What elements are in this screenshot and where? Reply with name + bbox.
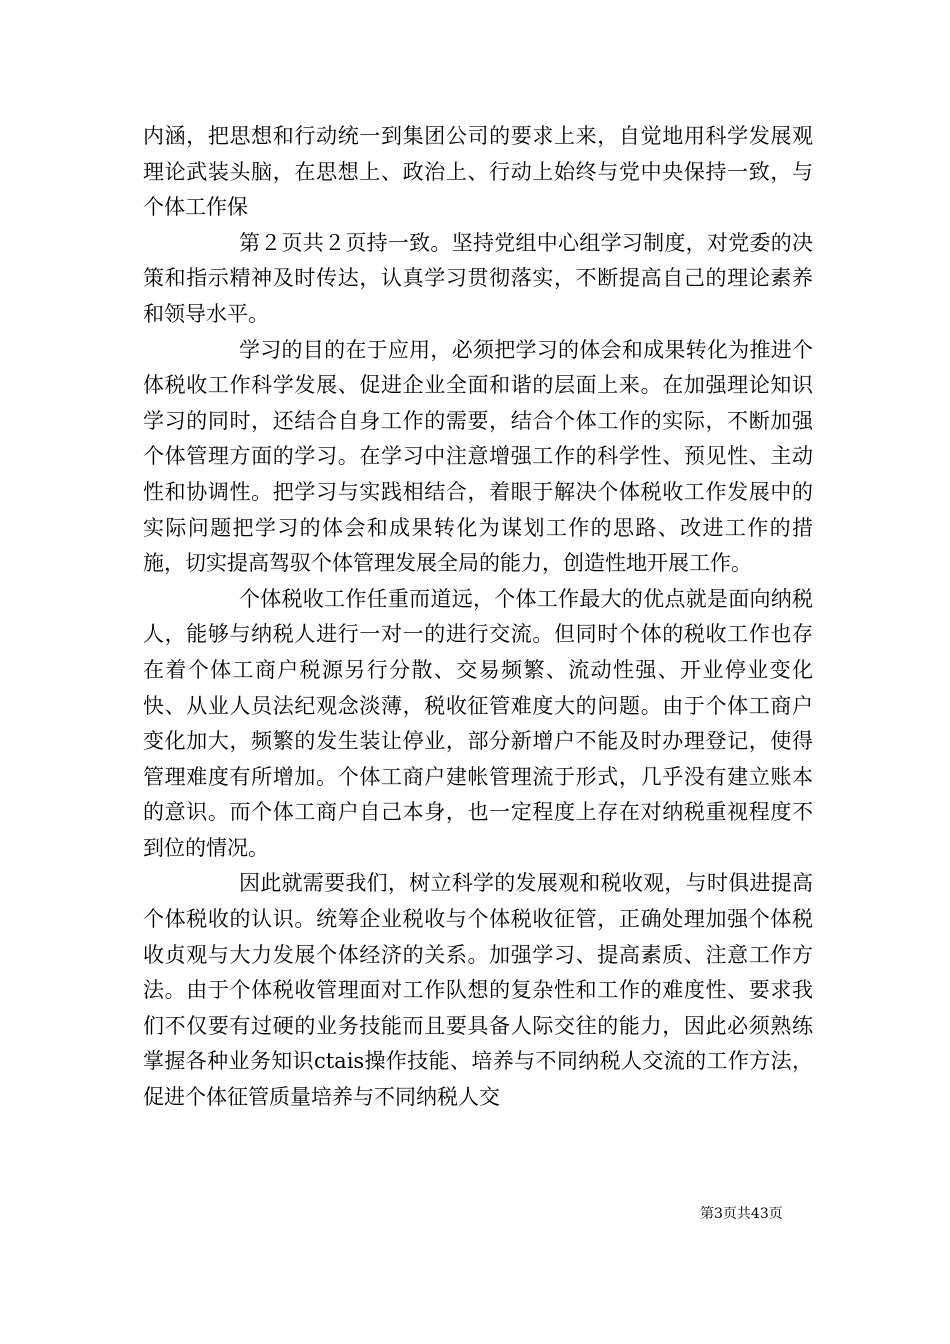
paragraph-3: 学习的目的在于应用，必须把学习的体会和成果转化为推进个体税收工作科学发展、促进企业全面和谐的层面上来。在加强理论知识学习的同时，还结合自身工作的需要，结合个体工作的实际，不断加强个体管理方面的学习。在学习中注意增强工作的科学性、预见性、主动性和协调性。把学习与实践相结合，着眼于解决个体税收工作发展中的实际问题把学习的体会和成果转化为谋划工作的思路、改进工作的措施，切实提高驾驭个体管理发展全局的能力，创造性地开展工作。 <box>143 337 813 576</box>
paragraph-1: 内涵，把思想和行动统一到集团公司的要求上来，自觉地用科学发展观理论武装头脑，在思想上、政治上、行动上始终与党中央保持一致，与个体工作保 <box>143 124 813 220</box>
page-number-footer: 第3页共43页 <box>700 1206 783 1222</box>
paragraph-2: 第２页共２页持一致。坚持党组中心组学习制度，对党委的决策和指示精神及时传达，认真学习贯彻落实，不断提高自己的理论素养和领导水平。 <box>143 230 813 326</box>
paragraph-4: 个体税收工作任重而道远，个体工作最大的优点就是面向纳税人，能够与纳税人进行一对一的进行交流。但同时个体的税收工作也存在着个体工商户税源另行分散、交易频繁、流动性强、开业停业变化快、从业人员法纪观念淡薄，税收征管难度大的问题。由于个体工商户变化加大，频繁的发生装让停业，部分新增户不能及时办理登记，使得管理难度有所增加。个体工商户建帐管理流于形式，几乎没有建立账本的意识。而个体工商户自己本身，也一定程度上存在对纳税重视程度不到位的情况。 <box>143 586 813 860</box>
document-body <box>143 119 813 1116</box>
paragraph-5: 因此就需要我们，树立科学的发展观和税收观，与时俱进提高个体税收的认识。统筹企业税收与个体税收征管，正确处理加强个体税收贞观与大力发展个体经济的关系。加强学习、提高素质、注意工作方法。由于个体税收管理面对工作队想的复杂性和工作的难度性、要求我们不仅要有过硬的业务技能而且要具备人际交往的能力，因此必须熟练掌握各种业务知识ctais操作技能、培养与不同纳税人交流的工作方法，促进个体征管质量培养与不同纳税人交 <box>143 871 813 1110</box>
